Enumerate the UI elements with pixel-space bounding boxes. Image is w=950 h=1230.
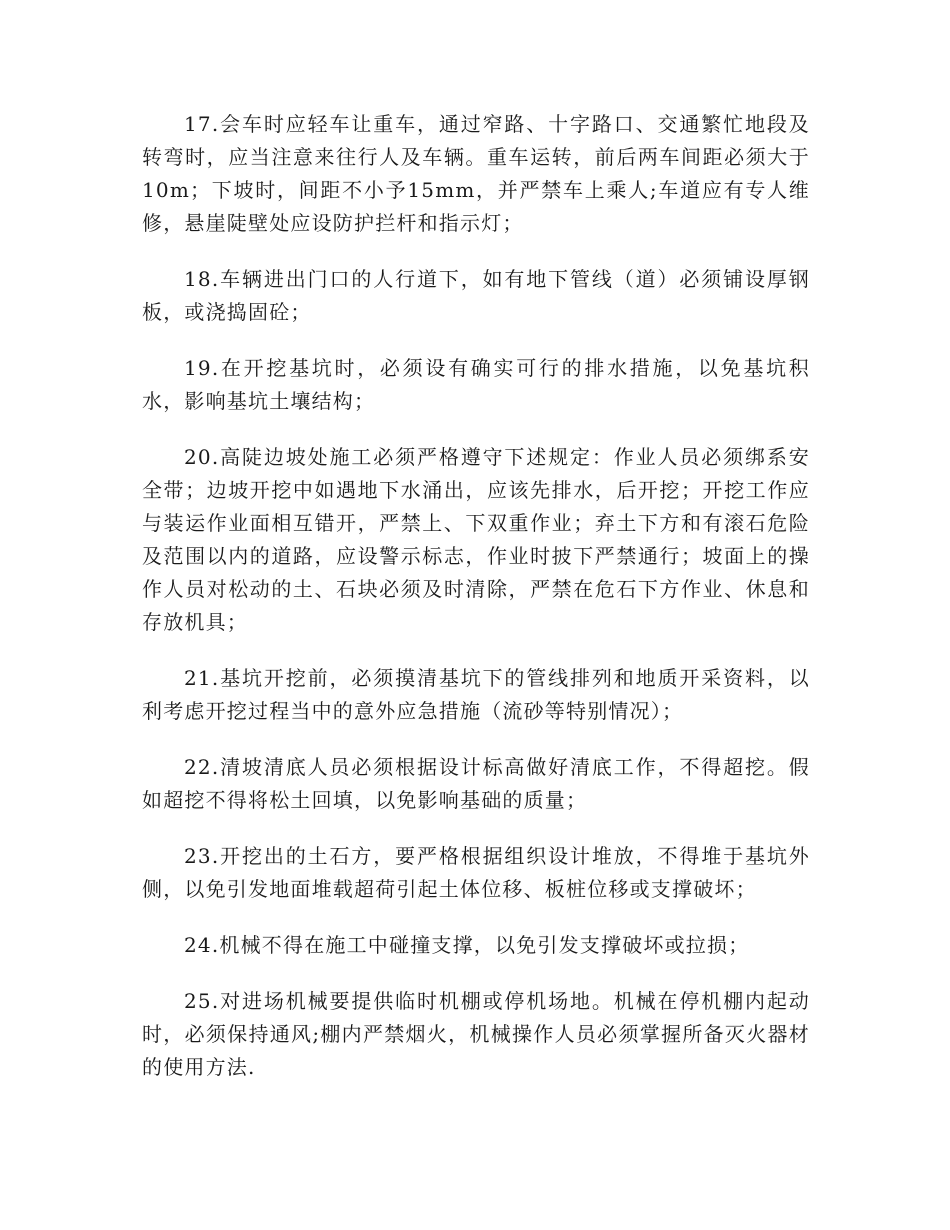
paragraph-18: 18.车辆进出门口的人行道下，如有地下管线（道）必须铺设厚钢板，或浇捣固砼；	[142, 267, 810, 324]
paragraph-22: 22.清坡清底人员必须根据设计标高做好清底工作，不得超挖。假如超挖不得将松土回填，以免影响基础的质量；	[142, 755, 810, 812]
paragraph-21: 21.基坑开挖前，必须摸清基坑下的管线排列和地质开采资料，以利考虑开挖过程当中的意外应急措施（流砂等特别情况）；	[142, 666, 810, 723]
paragraph-25: 25.对进场机械要提供临时机棚或停机场地。机械在停机棚内起动时，必须保持通风;棚内严禁烟火，机械操作人员必须掌握所备灭火器材的使用方法.	[142, 989, 810, 1079]
document-body	[142, 108, 810, 1107]
paragraph-24: 24.机械不得在施工中碰撞支撑，以免引发支撑破坏或拉损；	[184, 933, 750, 957]
paragraph-17: 17.会车时应轻车让重车，通过窄路、十字路口、交通繁忙地段及转弯时，应当注意来往行人及车辆。重车运转，前后两车间距必须大于10m；下坡时，间距不小予15mm，并严禁车上乘人;车道应有专人维修，悬崖陡壁处应设防护拦杆和指示灯；	[142, 112, 810, 235]
paragraph-20: 20.高陡边坡处施工必须严格遵守下述规定：作业人员必须绑系安全带；边坡开挖中如遇地下水涌出，应该先排水，后开挖；开挖工作应与装运作业面相互错开，严禁上、下双重作业；弃土下方和有滚石危险及范围以内的道路，应设警示标志，作业时披下严禁通行；坡面上的操作人员对松动的土、石块必须及时清除，严禁在危石下方作业、休息和存放机具；	[142, 445, 810, 634]
paragraph-23: 23.开挖出的土石方，要严格根据组织设计堆放，不得堆于基坑外侧，以免引发地面堆载超荷引起土体位移、板桩位移或支撑破坏；	[142, 844, 810, 901]
paragraph-19: 19.在开挖基坑时，必须设有确实可行的排水措施，以免基坑积水，影响基坑土壤结构；	[142, 356, 810, 413]
